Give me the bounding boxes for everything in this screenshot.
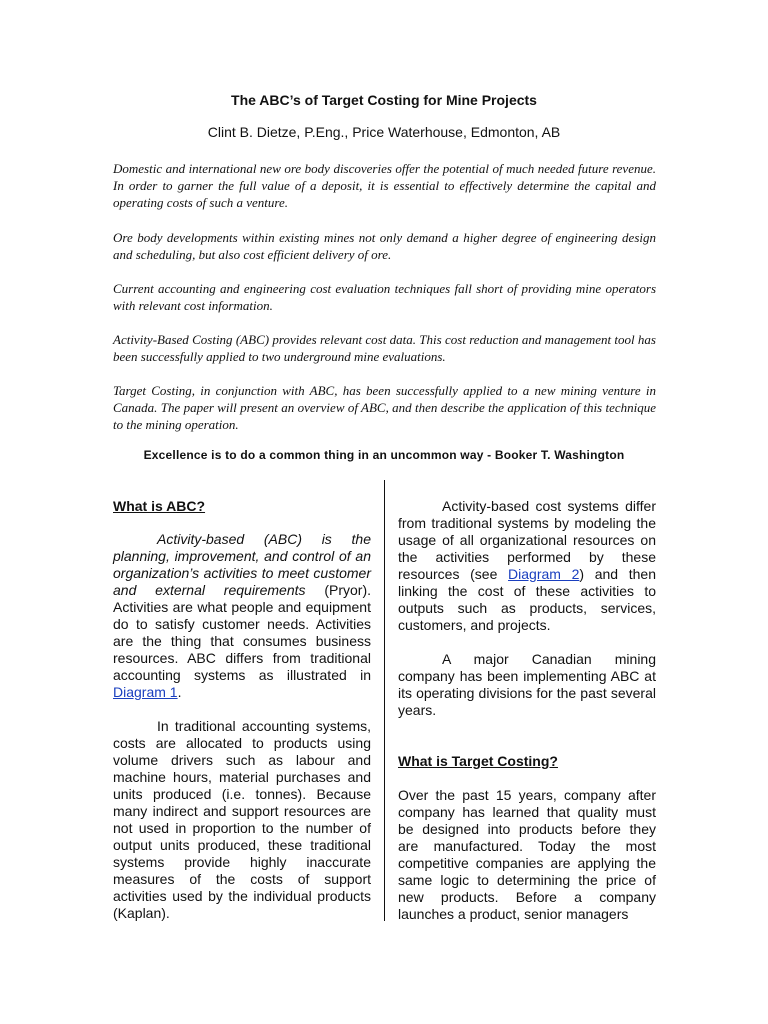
abc-definition-text: (Pryor). Activities are what people and equipment do to satisfy customer needs. Activities are the thing that consumes business resources. ABC differs from traditional accounting systems as illustrated in [113,582,371,683]
abstract-paragraph: Domestic and international new ore body discoveries offer the potential of much needed future revenue. In order to garner the full value of a deposit, it is essential to effectively determine the capital and operating costs of such a venture. [113,161,656,210]
left-column [113,498,371,922]
mining-company-paragraph: A major Canadian mining company has been implementing ABC at its operating divisions for the past several years. [398,651,656,718]
author-line: Clint B. Dietze, P.Eng., Price Waterhouse, Edmonton, AB [207,124,561,140]
diagram-1-link[interactable]: Diagram 1 [113,684,178,700]
diagram-2-link[interactable]: Diagram 2 [508,566,580,582]
abstract-paragraph: Activity-Based Costing (ABC) provides relevant cost data. This cost reduction and management tool has been successfully applied to two underground mine evaluations. [113,332,656,364]
epigraph-quote: Excellence is to do a common thing in an uncommon way - Booker T. Washington [143,448,625,462]
abstract-paragraph: Target Costing, in conjunction with ABC, has been successfully applied to a new mining venture in Canada. The paper will present an overview of ABC, and then describe the application of this technique to the mining operation. [113,383,656,432]
abc-definition-paragraph: Activity-based (ABC) is the planning, improvement, and control of an organization’s activities to meet customer and external requirements (Pryor). Activities are what people and equipment do to satisfy customer needs. Activities are the thing that consumes business resources. ABC differs from traditional accounting systems as illustrated in Diagram 1. [113,531,371,700]
column-divider [384,480,385,921]
target-costing-paragraph: Over the past 15 years, company after company has learned that quality must be designed into products before they are manufactured. Today the most competitive companies are applying the same logic to determining the price of new products. Before a company launches a product, senior managers [398,787,656,922]
page-title: The ABC’s of Target Costing for Mine Projects [231,92,537,108]
abstract-paragraph: Ore body developments within existing mines not only demand a higher degree of engineering design and scheduling, but also cost efficient delivery of ore. [113,230,656,262]
section-heading-what-is-abc: What is ABC? [113,498,206,514]
right-column [398,498,656,923]
abstract-paragraph: Current accounting and engineering cost evaluation techniques fall short of providing mine operators with relevant cost information. [113,281,656,313]
section-heading-target-costing: What is Target Costing? [398,753,558,769]
abc-systems-paragraph: Activity-based cost systems differ from traditional systems by modeling the usage of all organizational resources on the activities performed by these resources (see Diagram 2) and then linking the cost of these activities to outputs such as products, services, customers, and projects. [398,498,656,633]
traditional-accounting-paragraph: In traditional accounting systems, costs are allocated to products using volume drivers such as labour and machine hours, material purchases and units produced (i.e. tonnes). Because many indirect and support resources are not used in proportion to the number of output units produced, these traditional systems provide highly inaccurate measures of the costs of support activities used by the individual products (Kaplan). [113,718,371,921]
abc-definition-italic: Activity-based (ABC) is the planning, improvement, and control of an organization’s activities to meet customer and external requirements [113,531,371,598]
